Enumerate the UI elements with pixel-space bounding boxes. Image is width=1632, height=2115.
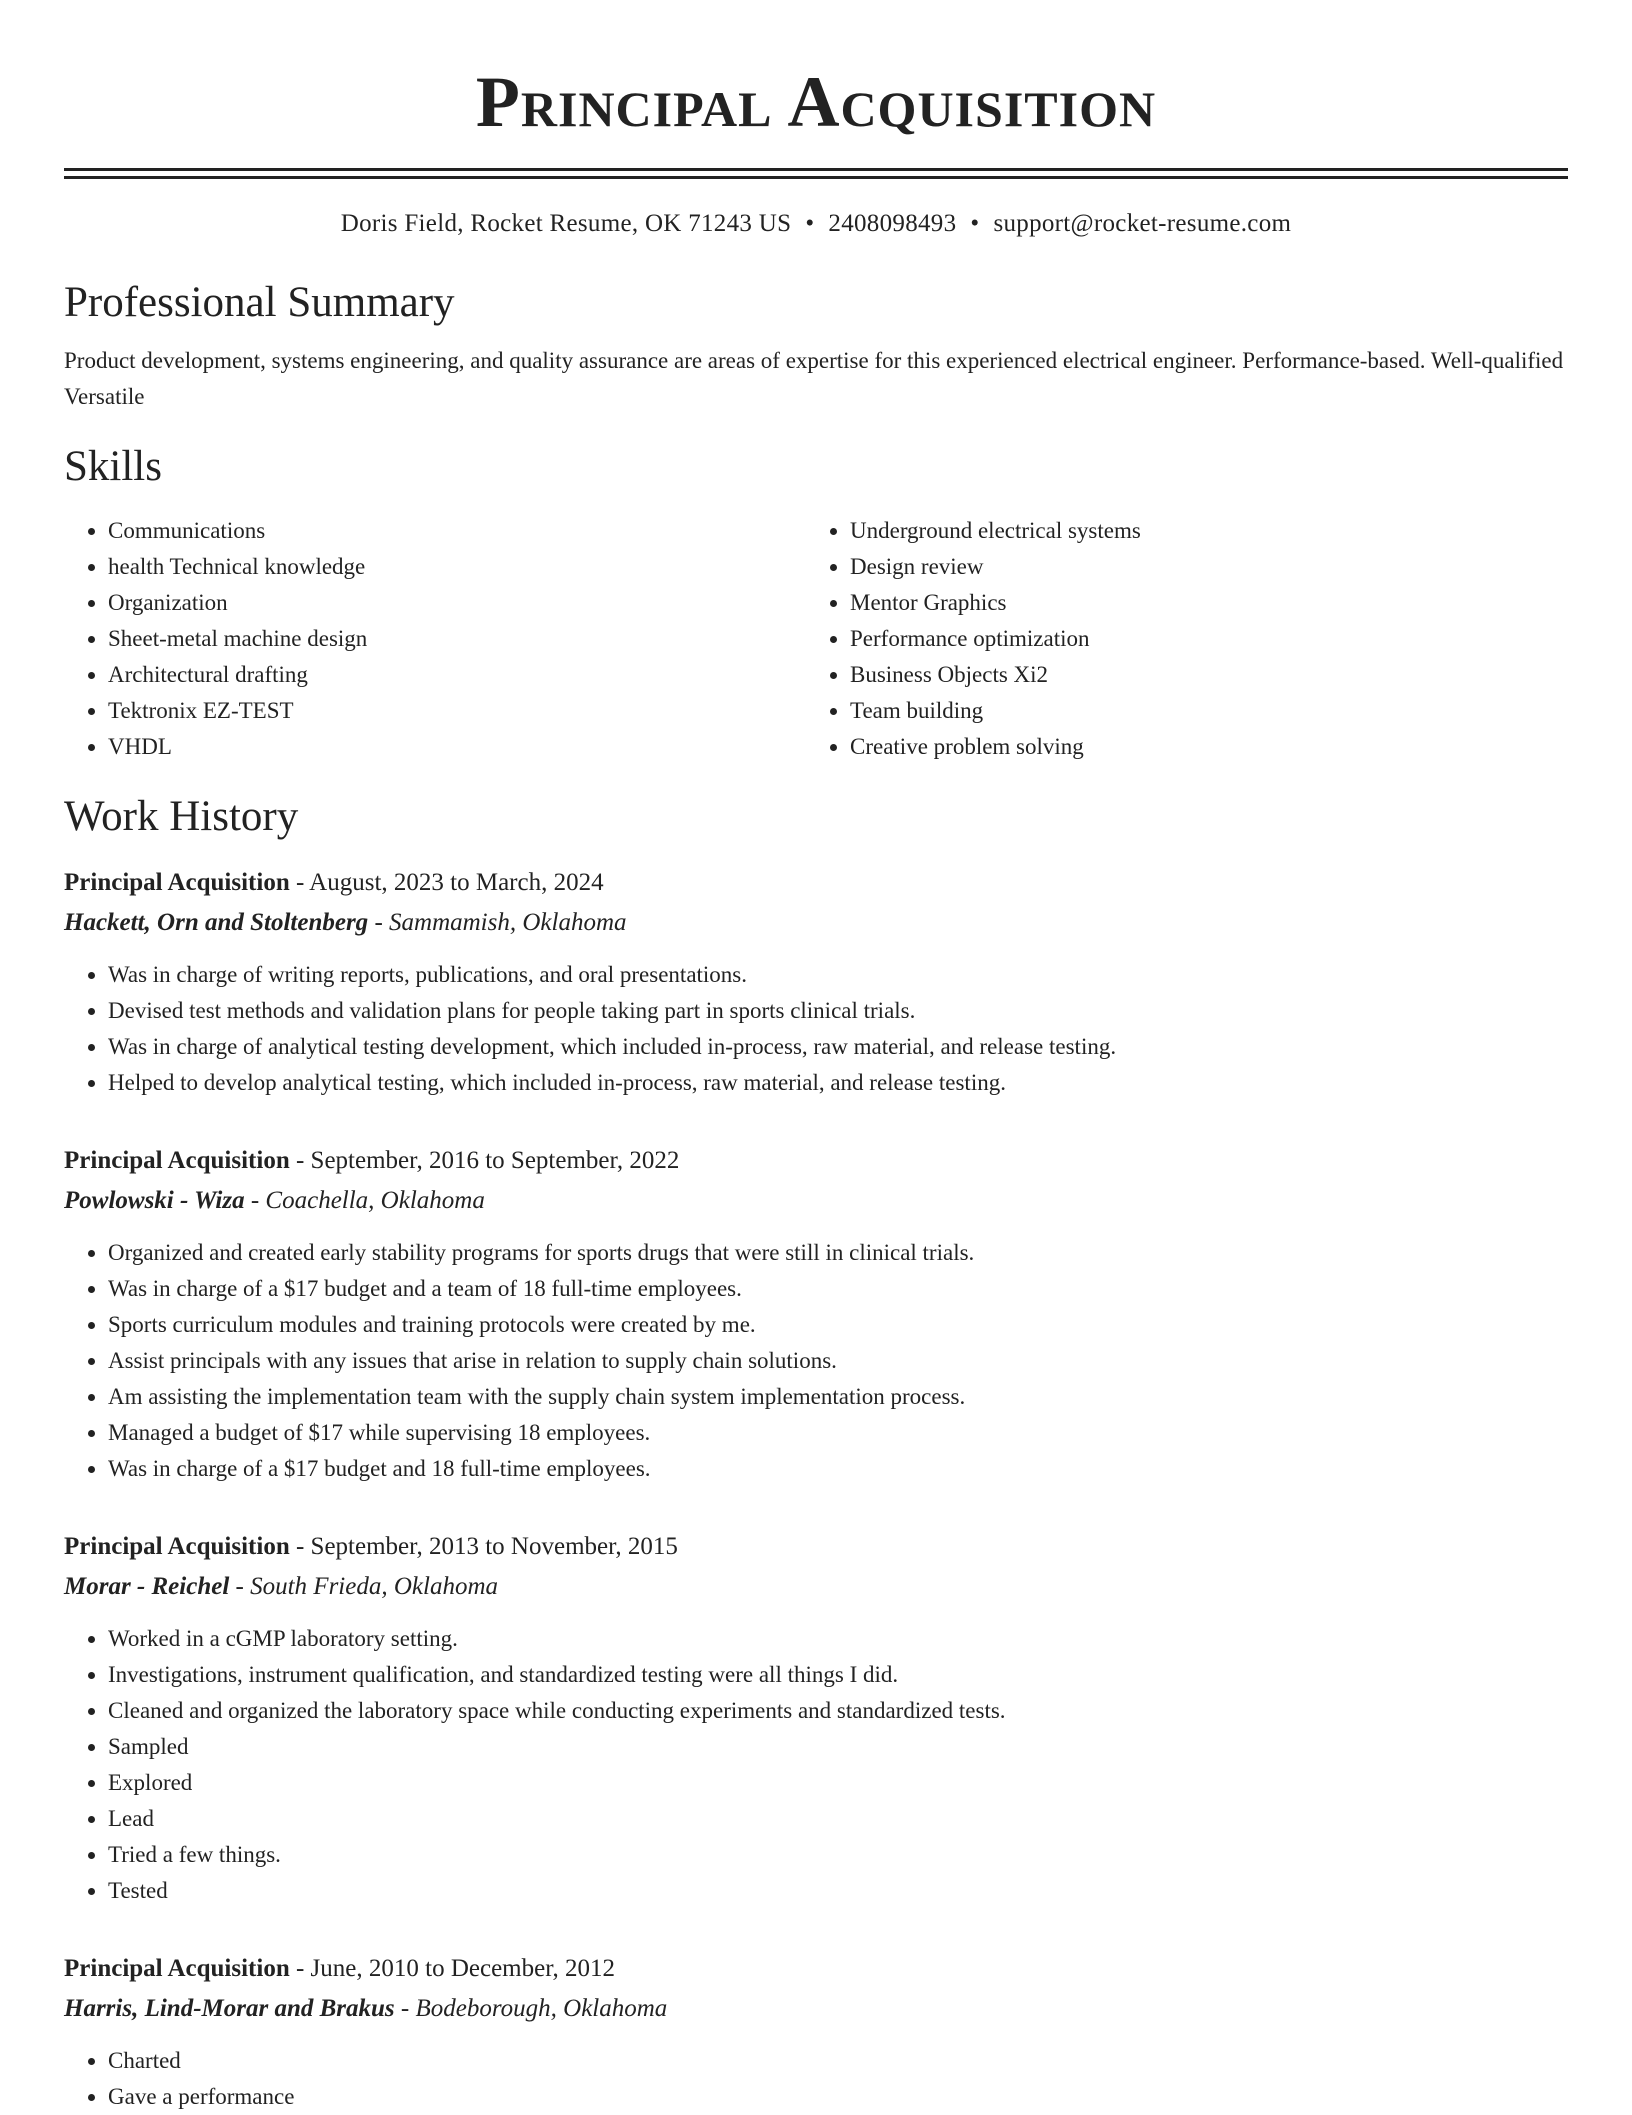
skills-list-right <box>806 513 1548 765</box>
contact-address: Doris Field, Rocket Resume, OK 71243 US <box>340 210 792 237</box>
job-dates: - September, 2013 to November, 2015 <box>289 1533 678 1560</box>
job-bullet: • Worked in a cGMP laboratory setting. <box>108 1621 1568 1657</box>
job-bullets <box>64 2043 1568 2115</box>
job-bullet: • Was in charge of analytical testing development, which included in-process, raw material, and release testing. <box>108 1029 1568 1065</box>
skill-item: • Tektronix EZ-TEST <box>108 693 806 729</box>
job-bullet: • Was in charge of a $17 budget and 18 full-time employees. <box>108 1451 1568 1487</box>
job-dates: - June, 2010 to December, 2012 <box>289 1955 616 1982</box>
job-bullet: • Organized and created early stability programs for sports drugs that were still in clinical trials. <box>108 1235 1568 1271</box>
job-company: Morar - Reichel <box>64 1573 230 1600</box>
job-location: - Coachella, Oklahoma <box>244 1187 485 1214</box>
contact-separator: • <box>805 210 815 237</box>
contact-line <box>64 207 1568 241</box>
job-entry <box>64 1949 1568 2115</box>
skill-item: • Team building <box>850 693 1548 729</box>
skill-item: • Architectural drafting <box>108 657 806 693</box>
job-entry <box>64 1141 1568 1487</box>
job-bullets <box>64 1621 1568 1909</box>
job-employer <box>64 1181 1568 1221</box>
job-header <box>64 1527 1568 1567</box>
job-header <box>64 863 1568 903</box>
summary-text: Product development, systems engineering, and quality assurance are areas of expertise for this experienced electrical engineer. Performance-based. Well-qualified Versatile <box>64 348 1564 409</box>
job-bullet: • Explored <box>108 1765 1568 1801</box>
job-dates: - August, 2023 to March, 2024 <box>289 869 604 896</box>
skills-heading: Skills <box>64 443 162 490</box>
job-role: Principal Acquisition <box>64 1955 290 1982</box>
job-employer <box>64 903 1568 943</box>
job-bullet: • Was in charge of writing reports, publications, and oral presentations. <box>108 957 1568 993</box>
resume-title: Principal Acquisition <box>475 62 1157 142</box>
job-bullet: • Charted <box>108 2043 1568 2079</box>
job-employer <box>64 1567 1568 1607</box>
skill-item: • health Technical knowledge <box>108 549 806 585</box>
skill-item: • Underground electrical systems <box>850 513 1548 549</box>
job-header <box>64 1141 1568 1181</box>
job-location: - Bodeborough, Oklahoma <box>394 1995 668 2022</box>
skills-columns <box>64 513 1568 765</box>
job-bullet: • Tested <box>108 1873 1568 1909</box>
title-double-rule <box>64 168 1568 179</box>
job-bullet: • Investigations, instrument qualification, and standardized testing were all things I did. <box>108 1657 1568 1693</box>
skill-item: • Business Objects Xi2 <box>850 657 1548 693</box>
job-bullet: • Sampled <box>108 1729 1568 1765</box>
job-bullets <box>64 957 1568 1101</box>
job-bullet: • Lead <box>108 1801 1568 1837</box>
job-bullet: • Am assisting the implementation team with the supply chain system implementation process. <box>108 1379 1568 1415</box>
skill-item: • Mentor Graphics <box>850 585 1548 621</box>
job-bullets <box>64 1235 1568 1487</box>
job-bullet: • Tried a few things. <box>108 1837 1568 1873</box>
job-location: - South Frieda, Oklahoma <box>229 1573 498 1600</box>
job-header <box>64 1949 1568 1989</box>
contact-separator: • <box>970 210 980 237</box>
skill-item: • Performance optimization <box>850 621 1548 657</box>
job-company: Powlowski - Wiza <box>64 1187 245 1214</box>
job-role: Principal Acquisition <box>64 869 290 896</box>
job-role: Principal Acquisition <box>64 1533 290 1560</box>
job-company: Harris, Lind-Morar and Brakus <box>64 1995 395 2022</box>
job-location: - Sammamish, Oklahoma <box>368 909 627 936</box>
job-entry <box>64 863 1568 1101</box>
job-bullet: • Was in charge of a $17 budget and a team of 18 full-time employees. <box>108 1271 1568 1307</box>
skill-item: • Design review <box>850 549 1548 585</box>
job-bullet: • Assist principals with any issues that arise in relation to supply chain solutions. <box>108 1343 1568 1379</box>
skills-list-left <box>64 513 806 765</box>
summary-heading: Professional Summary <box>64 279 455 326</box>
job-bullet: • Sports curriculum modules and training protocols were created by me. <box>108 1307 1568 1343</box>
job-bullet: • Cleaned and organized the laboratory space while conducting experiments and standardized tests. <box>108 1693 1568 1729</box>
skill-item: • Organization <box>108 585 806 621</box>
job-dates: - September, 2016 to September, 2022 <box>289 1147 680 1174</box>
job-company: Hackett, Orn and Stoltenberg <box>64 909 369 936</box>
contact-phone: 2408098493 <box>828 210 957 237</box>
job-entry <box>64 1527 1568 1909</box>
job-bullet: • Gave a performance <box>108 2079 1568 2115</box>
job-bullet: • Managed a budget of $17 while supervising 18 employees. <box>108 1415 1568 1451</box>
skill-item: • Communications <box>108 513 806 549</box>
resume-page <box>64 0 1568 2115</box>
contact-email: support@rocket-resume.com <box>993 210 1292 237</box>
skill-item: • Sheet-metal machine design <box>108 621 806 657</box>
job-role: Principal Acquisition <box>64 1147 290 1174</box>
job-bullet: • Devised test methods and validation plans for people taking part in sports clinical trials. <box>108 993 1568 1029</box>
job-bullet: • Helped to develop analytical testing, which included in-process, raw material, and release testing. <box>108 1065 1568 1101</box>
skill-item: • Creative problem solving <box>850 729 1548 765</box>
job-employer <box>64 1989 1568 2029</box>
work-history-heading: Work History <box>64 793 299 840</box>
skill-item: • VHDL <box>108 729 806 765</box>
